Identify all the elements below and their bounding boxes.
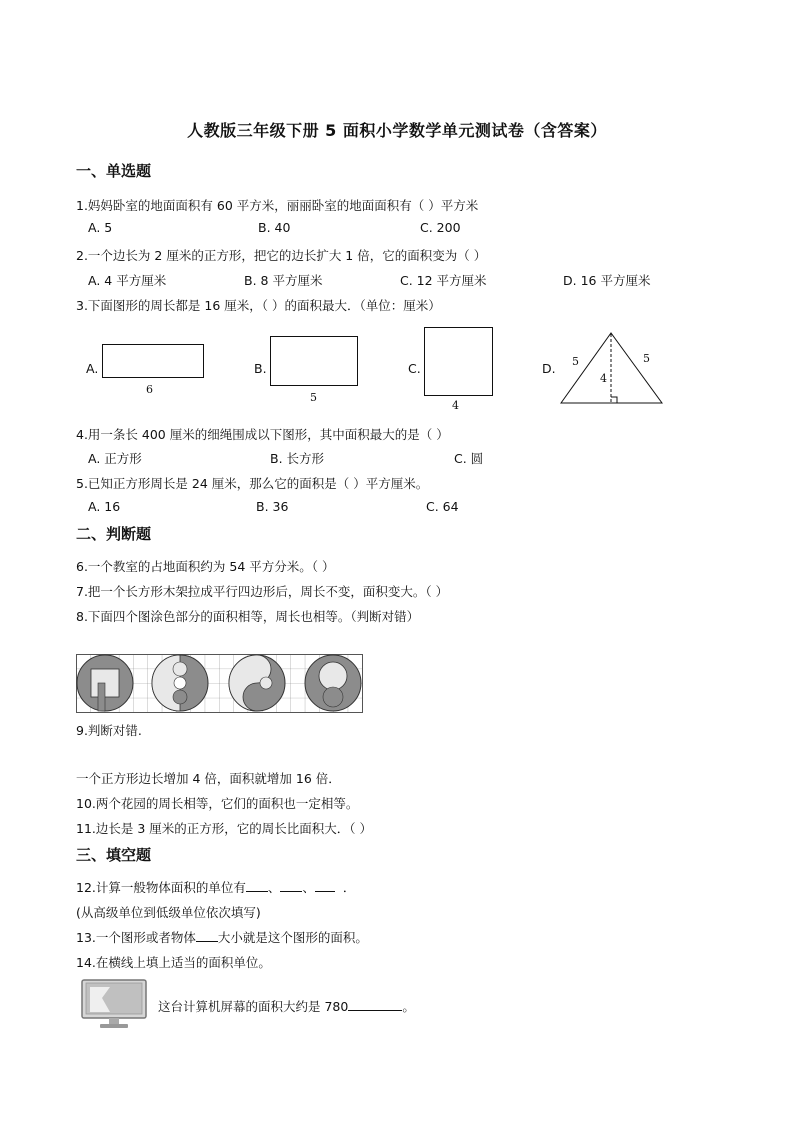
q12-blank-2[interactable] xyxy=(280,879,302,892)
section-heading-fill-in: 三、填空题 xyxy=(76,846,152,864)
question-13 xyxy=(76,928,368,946)
q13-prefix: 13.一个图形或者物体 xyxy=(76,930,196,945)
q3-c-side-label: 4 xyxy=(452,399,459,412)
question-1: 1.妈妈卧室的地面面积有 60 平方米，丽丽卧室的地面面积有（ ）平方米 xyxy=(76,198,479,213)
q14-blank[interactable] xyxy=(348,998,402,1011)
q3-a-side-label: 6 xyxy=(146,383,153,396)
q12-sep-2: 、 xyxy=(302,880,315,895)
q8-figure-4 xyxy=(305,655,361,711)
q1-option-a: A. 5 xyxy=(88,220,113,235)
question-14-sentence xyxy=(158,997,415,1015)
q3-option-a-label: A. xyxy=(86,361,99,376)
question-7: 7.把一个长方形木架拉成平行四边形后，周长不变，面积变大。（ ） xyxy=(76,584,449,599)
question-4: 4.用一条长 400 厘米的细绳围成以下图形，其中面积最大的是（ ） xyxy=(76,427,449,442)
q2-option-a: A. 4 平方厘米 xyxy=(88,273,167,288)
q3-rectangle-b xyxy=(270,336,358,386)
q5-option-b: B. 36 xyxy=(256,499,289,514)
q12-sep-1: 、 xyxy=(267,880,281,895)
question-5: 5.已知正方形周长是 24 厘米，那么它的面积是（ ）平方厘米。 xyxy=(76,476,429,491)
q2-option-d: D. 16 平方厘米 xyxy=(563,273,651,288)
q14-prefix: 这台计算机屏幕的面积大约是 780 xyxy=(158,999,349,1014)
q3-option-c-label: C. xyxy=(408,361,421,376)
question-10: 10.两个花园的周长相等，它们的面积也一定相等。 xyxy=(76,796,359,811)
q8-figure-3 xyxy=(229,655,285,711)
q8-shaded-figures xyxy=(76,654,364,714)
question-12-note: (从高级单位到低级单位依次填写) xyxy=(76,905,261,920)
section-heading-true-false: 二、判断题 xyxy=(76,525,152,543)
q13-suffix: 大小就是这个图形的面积。 xyxy=(217,930,368,945)
question-3: 3.下面图形的周长都是 16 厘米，（ ）的面积最大．（单位：厘米） xyxy=(76,298,441,313)
q8-figure-2 xyxy=(152,655,208,711)
q3-d-left-label: 5 xyxy=(572,355,579,368)
q5-option-c: C. 64 xyxy=(426,499,459,514)
q5-option-a: A. 16 xyxy=(88,499,121,514)
q3-b-side-label: 5 xyxy=(310,391,317,404)
q3-rectangle-a xyxy=(102,344,204,378)
question-9: 9.判断对错. xyxy=(76,723,142,738)
question-11: 11.边长是 3 厘米的正方形，它的周长比面积大．（ ） xyxy=(76,821,373,836)
q12-suffix: ． xyxy=(342,880,356,895)
q2-option-b: B. 8 平方厘米 xyxy=(244,273,323,288)
q8-figure-1 xyxy=(77,655,133,711)
q2-option-c: C. 12 平方厘米 xyxy=(400,273,487,288)
question-9-statement: 一个正方形边长增加 4 倍，面积就增加 16 倍． xyxy=(76,771,341,786)
q4-option-c: C. 圆 xyxy=(454,451,484,466)
question-14: 14.在横线上填上适当的面积单位。 xyxy=(76,955,271,970)
page-title: 人教版三年级下册 5 面积小学数学单元测试卷（含答案） xyxy=(187,121,607,140)
q12-blank-1[interactable] xyxy=(246,879,268,892)
q3-triangle-d xyxy=(558,330,666,406)
q4-option-a: A. 正方形 xyxy=(88,451,142,466)
q12-prefix: 12.计算一般物体面积的单位有 xyxy=(76,880,246,895)
q3-d-height-label: 4 xyxy=(600,372,607,385)
question-2: 2.一个边长为 2 厘米的正方形，把它的边长扩大 1 倍，它的面积变为（ ） xyxy=(76,248,487,263)
q3-d-right-label: 5 xyxy=(643,352,650,365)
q14-suffix: 。 xyxy=(402,999,415,1014)
monitor-icon xyxy=(80,978,148,1030)
q1-option-c: C. 200 xyxy=(420,220,461,235)
question-8: 8.下面四个图涂色部分的面积相等，周长也相等。（判断对错） xyxy=(76,609,420,624)
question-12 xyxy=(76,878,355,896)
q12-blank-3[interactable] xyxy=(315,879,335,892)
q4-option-b: B. 长方形 xyxy=(270,451,325,466)
q3-square-c xyxy=(424,327,493,396)
q13-blank[interactable] xyxy=(196,929,218,942)
q3-option-d-label: D. xyxy=(542,361,556,376)
section-heading-single-choice: 一、单选题 xyxy=(76,162,152,180)
question-6: 6.一个教室的占地面积约为 54 平方分米。（ ） xyxy=(76,559,335,574)
q3-option-b-label: B. xyxy=(254,361,267,376)
q1-option-b: B. 40 xyxy=(258,220,291,235)
